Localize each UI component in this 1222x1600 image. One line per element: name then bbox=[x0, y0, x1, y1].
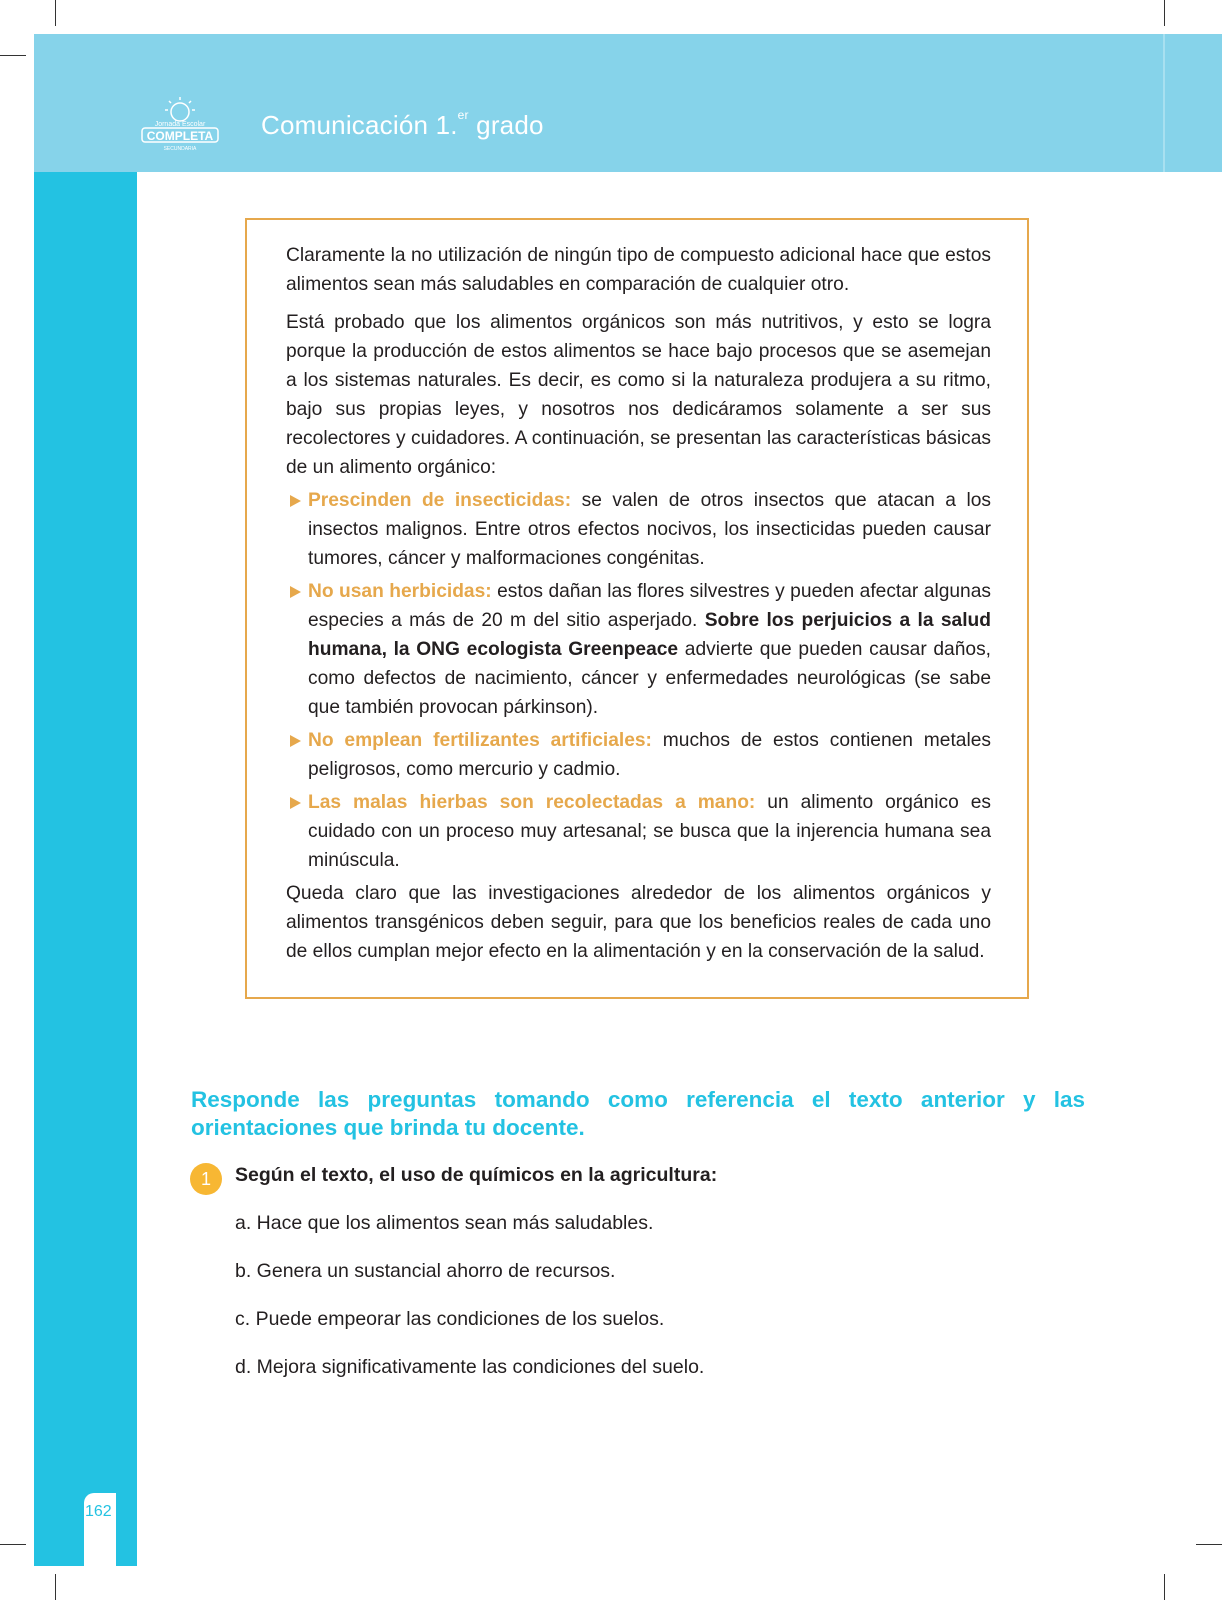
bullet-triangle-icon bbox=[290, 495, 301, 507]
reading-paragraph: Está probado que los alimentos orgánicos son más nutritivos, y esto se logra porque la producción de estos alimentos se hace bajo procesos que se asemejan a los sistemas naturales. Es decir, es como si la naturaleza produjera a su ritmo, bajo sus propias leyes, y nosotros nos dedicáramos solamente a ser sus recolectores y cuidadores. A continuación, se presentan las características básicas de un alimento orgánico: bbox=[286, 312, 991, 478]
list-item: No usan herbicidas: estos dañan las flores silvestres y pueden afectar algunas especies a más de 20 m del sitio asperjado. Sobre los perjuicios a la salud humana, la ONG ecologista Greenpeace advierte que pueden causar daños, como defectos de nacimiento, cáncer y enfermedades neurológicas (se sabe que también provocan párkinson). bbox=[286, 577, 991, 722]
bullet-triangle-icon bbox=[290, 735, 301, 747]
header-divider bbox=[1163, 34, 1165, 172]
question-number-badge: 1 bbox=[190, 1163, 222, 1195]
bullet-triangle-icon bbox=[290, 797, 301, 809]
crop-mark bbox=[55, 1574, 56, 1600]
activity-instruction: Responde las preguntas tomando como referencia el texto anterior y las orientaciones que brinda tu docente. bbox=[191, 1087, 1085, 1140]
answer-option-c[interactable]: c. Puede empeorar las condiciones de los suelos. bbox=[235, 1308, 665, 1330]
list-item: No emplean fertilizantes artificiales: muchos de estos contienen metales peligrosos, como mercurio y cadmio. bbox=[286, 726, 991, 784]
crop-mark bbox=[0, 55, 26, 56]
svg-text:SECUNDARIA: SECUNDARIA bbox=[163, 146, 197, 152]
crop-mark bbox=[1196, 1544, 1222, 1545]
answer-option-a[interactable]: a. Hace que los alimentos sean más saludables. bbox=[235, 1212, 654, 1234]
bullet-triangle-icon bbox=[290, 586, 301, 598]
crop-mark bbox=[55, 0, 56, 26]
reading-paragraph: Queda claro que las investigaciones alrededor de los alimentos orgánicos y alimentos transgénicos deben seguir, para que los beneficios reales de cada uno de ellos cumplan mejor efecto en la alimentación y en la conservación de la salud. bbox=[286, 883, 991, 962]
left-side-bar bbox=[34, 172, 137, 1566]
reading-text-box bbox=[245, 218, 1029, 999]
page-number: 162 bbox=[85, 1503, 112, 1520]
answer-option-d[interactable]: d. Mejora significativamente las condiciones del suelo. bbox=[235, 1356, 705, 1378]
page-title: Comunicación 1.$^{er}$ grado bbox=[261, 108, 544, 140]
answer-option-b[interactable]: b. Genera un sustancial ahorro de recursos. bbox=[235, 1260, 616, 1282]
crop-mark bbox=[0, 1544, 26, 1545]
reading-paragraph: Claramente la no utilización de ningún tipo de compuesto adicional hace que estos alimentos sean más saludables en comparación de cualquier otro. bbox=[286, 245, 991, 295]
jornada-escolar-completa-logo bbox=[140, 96, 220, 154]
list-item: Las malas hierbas son recolectadas a mano: un alimento orgánico es cuidado con un proceso muy artesanal; se busca que la injerencia humana sea minúscula. bbox=[286, 788, 991, 875]
crop-mark bbox=[1164, 1574, 1165, 1600]
svg-text:COMPLETA: COMPLETA bbox=[146, 129, 214, 143]
question-text: Según el texto, el uso de químicos en la agricultura: bbox=[235, 1164, 718, 1186]
svg-text:Jornada Escolar: Jornada Escolar bbox=[154, 121, 206, 128]
crop-mark bbox=[1164, 0, 1165, 26]
list-item: Prescinden de insecticidas: se valen de otros insectos que atacan a los insectos malignos. Entre otros efectos nocivos, los insecticidas pueden causar tumores, cáncer y malformaciones congénitas. bbox=[286, 486, 991, 573]
